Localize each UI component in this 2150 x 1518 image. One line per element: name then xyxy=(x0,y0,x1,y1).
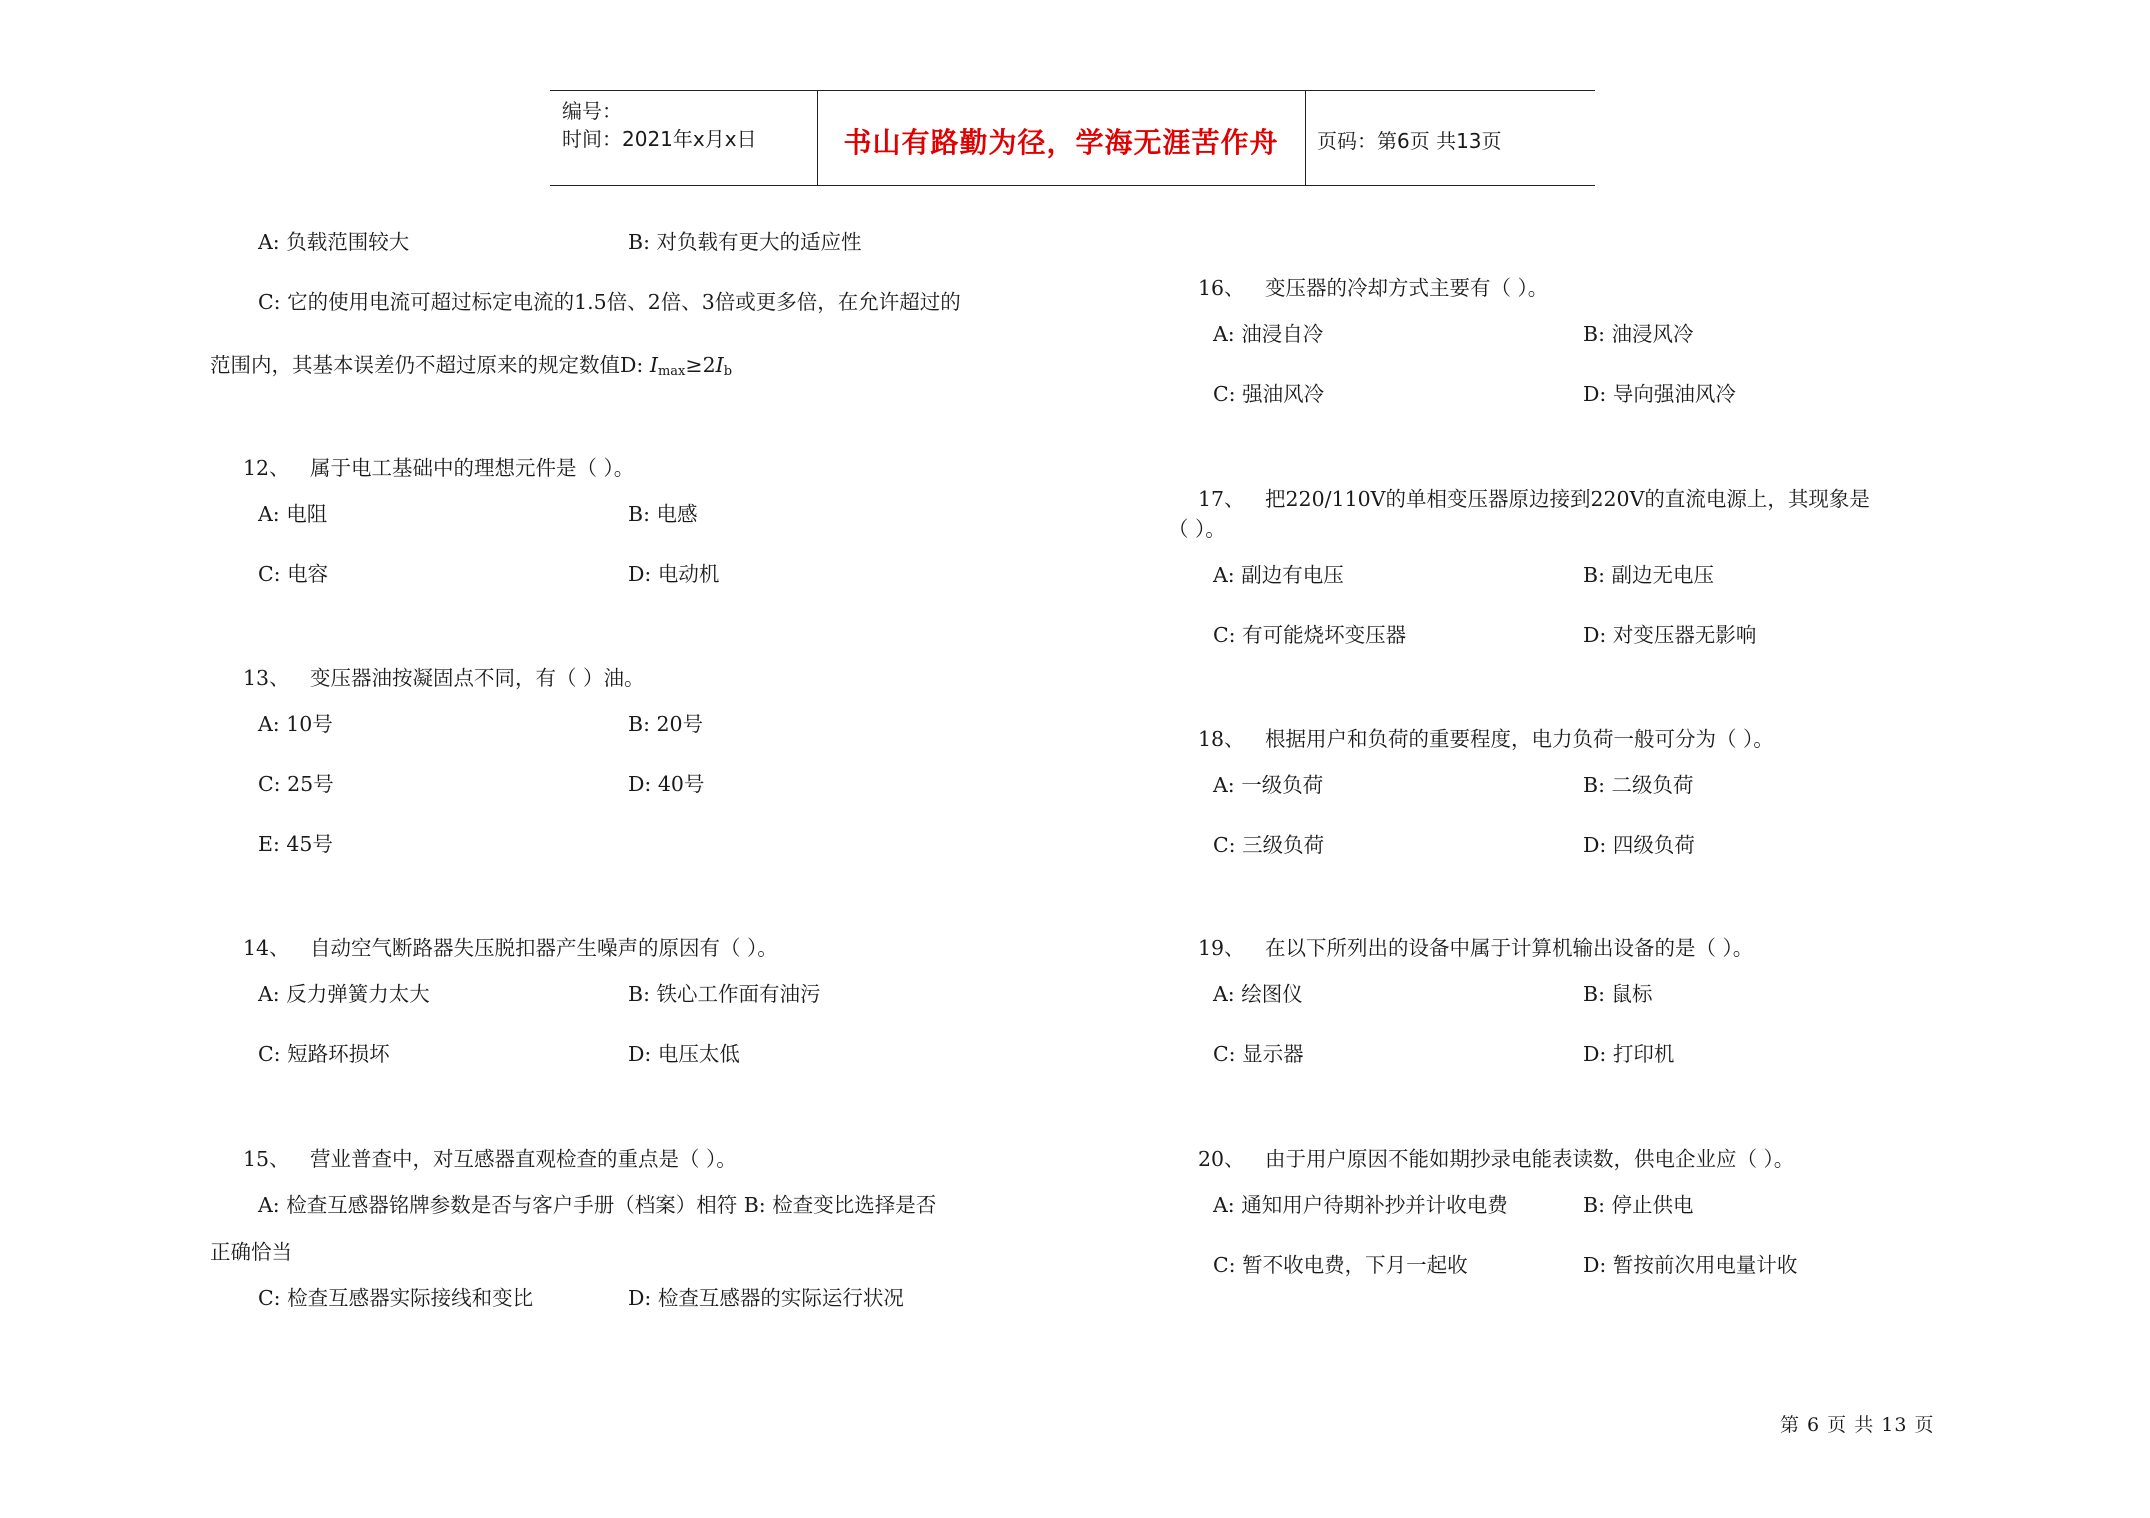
q14-option-c: C: 短路环损坏 xyxy=(258,1042,390,1066)
q16-option-b: B: 油浸风冷 xyxy=(1583,322,1694,346)
q18-option-c: C: 三级负荷 xyxy=(1213,833,1325,857)
q18-stem: 根据用户和负荷的重要程度，电力负荷一般可分为（ ）。 xyxy=(1265,727,1774,751)
q11-option-c-line2 xyxy=(210,352,732,385)
time-label: 时间：2021年x月x日 xyxy=(562,127,757,151)
q17-option-b: B: 副边无电压 xyxy=(1583,563,1714,587)
q17-stem-line2: （ ）。 xyxy=(1168,517,1226,541)
q20-option-d: D: 暂按前次用电量计收 xyxy=(1583,1253,1798,1277)
header-motto: 书山有路勤为径，学海无涯苦作舟 xyxy=(843,126,1279,159)
q16-number: 16、 xyxy=(1198,276,1245,300)
q17-option-a: A: 副边有电压 xyxy=(1213,563,1344,587)
q19-option-c: C: 显示器 xyxy=(1213,1042,1304,1066)
header-right-cell xyxy=(1305,91,1595,185)
q17-option-c: C: 有可能烧坏变压器 xyxy=(1213,623,1407,647)
q17-option-d: D: 对变压器无影响 xyxy=(1583,623,1757,647)
q20-option-b: B: 停止供电 xyxy=(1583,1193,1694,1217)
q12-stem: 属于电工基础中的理想元件是（ ）。 xyxy=(310,456,635,480)
q19-option-a: A: 绘图仪 xyxy=(1213,982,1303,1006)
q13-option-e: E: 45号 xyxy=(258,832,333,856)
q15-option-ab-line2: 正确恰当 xyxy=(210,1240,292,1264)
q15-number: 15、 xyxy=(243,1147,290,1171)
q11-option-d-i: I xyxy=(649,353,658,377)
q20-stem: 由于用户原因不能如期抄录电能表读数，供电企业应（ ）。 xyxy=(1265,1147,1795,1171)
q14-option-d: D: 电压太低 xyxy=(628,1042,740,1066)
q19-stem: 在以下所列出的设备中属于计算机输出设备的是（ ）。 xyxy=(1265,936,1754,960)
q19-option-b: B: 鼠标 xyxy=(1583,982,1653,1006)
page-footer: 第 6 页 共 13 页 xyxy=(1780,1414,1935,1436)
q15-stem: 营业普查中，对互感器直观检查的重点是（ ）。 xyxy=(310,1147,737,1171)
q17-number: 17、 xyxy=(1198,487,1245,511)
q11-option-d-b: b xyxy=(723,364,733,379)
q18-option-d: D: 四级负荷 xyxy=(1583,833,1695,857)
q19-number: 19、 xyxy=(1198,936,1245,960)
q19-option-d: D: 打印机 xyxy=(1583,1042,1675,1066)
q11-option-d-i2: I xyxy=(715,353,724,377)
q11-option-b: B: 对负载有更大的适应性 xyxy=(628,230,862,254)
q13-number: 13、 xyxy=(243,666,290,690)
q13-option-a: A: 10号 xyxy=(258,712,333,736)
q16-option-d: D: 导向强油风冷 xyxy=(1583,382,1736,406)
q12-option-d: D: 电动机 xyxy=(628,562,720,586)
q12-option-c: C: 电容 xyxy=(258,562,329,586)
q18-number: 18、 xyxy=(1198,727,1245,751)
q14-number: 14、 xyxy=(243,936,290,960)
q11-option-c-line1: C: 它的使用电流可超过标定电流的1.5倍、2倍、3倍或更多倍，在允许超过的 xyxy=(258,290,961,314)
header-page-label: 页码：第6页 共13页 xyxy=(1317,129,1502,153)
q18-option-b: B: 二级负荷 xyxy=(1583,773,1694,797)
q16-option-c: C: 强油风冷 xyxy=(1213,382,1325,406)
q13-option-b: B: 20号 xyxy=(628,712,704,736)
q15-option-d: D: 检查互感器的实际运行状况 xyxy=(628,1286,904,1310)
q13-option-c: C: 25号 xyxy=(258,772,334,796)
q13-option-d: D: 40号 xyxy=(628,772,705,796)
q11-option-d-prefix: D: xyxy=(620,353,650,377)
q20-option-a: A: 通知用户待期补抄并计收电费 xyxy=(1213,1193,1508,1217)
serial-label: 编号： xyxy=(562,99,622,123)
q11-option-a: A: 负载范围较大 xyxy=(258,230,410,254)
q11-option-d-ge: ≥2 xyxy=(685,353,716,377)
q20-number: 20、 xyxy=(1198,1147,1245,1171)
header-left-cell xyxy=(550,91,818,185)
q20-option-c: C: 暂不收电费，下月一起收 xyxy=(1213,1253,1468,1277)
q12-option-a: A: 电阻 xyxy=(258,502,328,526)
q15-option-c: C: 检查互感器实际接线和变比 xyxy=(258,1286,534,1310)
q13-stem: 变压器油按凝固点不同，有（ ）油。 xyxy=(310,666,645,690)
q11-option-c-line2-text: 范围内，其基本误差仍不超过原来的规定数值 xyxy=(210,353,620,377)
q12-option-b: B: 电感 xyxy=(628,502,698,526)
q11-option-d-max: max xyxy=(657,364,686,379)
q17-stem: 把220/110V的单相变压器原边接到220V的直流电源上，其现象是 xyxy=(1265,487,1870,511)
q14-option-a: A: 反力弹簧力太大 xyxy=(258,982,430,1006)
q18-option-a: A: 一级负荷 xyxy=(1213,773,1324,797)
q14-stem: 自动空气断路器失压脱扣器产生噪声的原因有（ ）。 xyxy=(310,936,778,960)
q16-option-a: A: 油浸自冷 xyxy=(1213,322,1324,346)
header-middle-cell xyxy=(817,91,1306,185)
q12-number: 12、 xyxy=(243,456,290,480)
document-header xyxy=(550,90,1595,186)
q16-stem: 变压器的冷却方式主要有（ ）。 xyxy=(1265,276,1549,300)
q15-option-ab-line1: A: 检查互感器铭牌参数是否与客户手册（档案）相符 B: 检查变比选择是否 xyxy=(258,1193,937,1217)
q14-option-b: B: 铁心工作面有油污 xyxy=(628,982,821,1006)
